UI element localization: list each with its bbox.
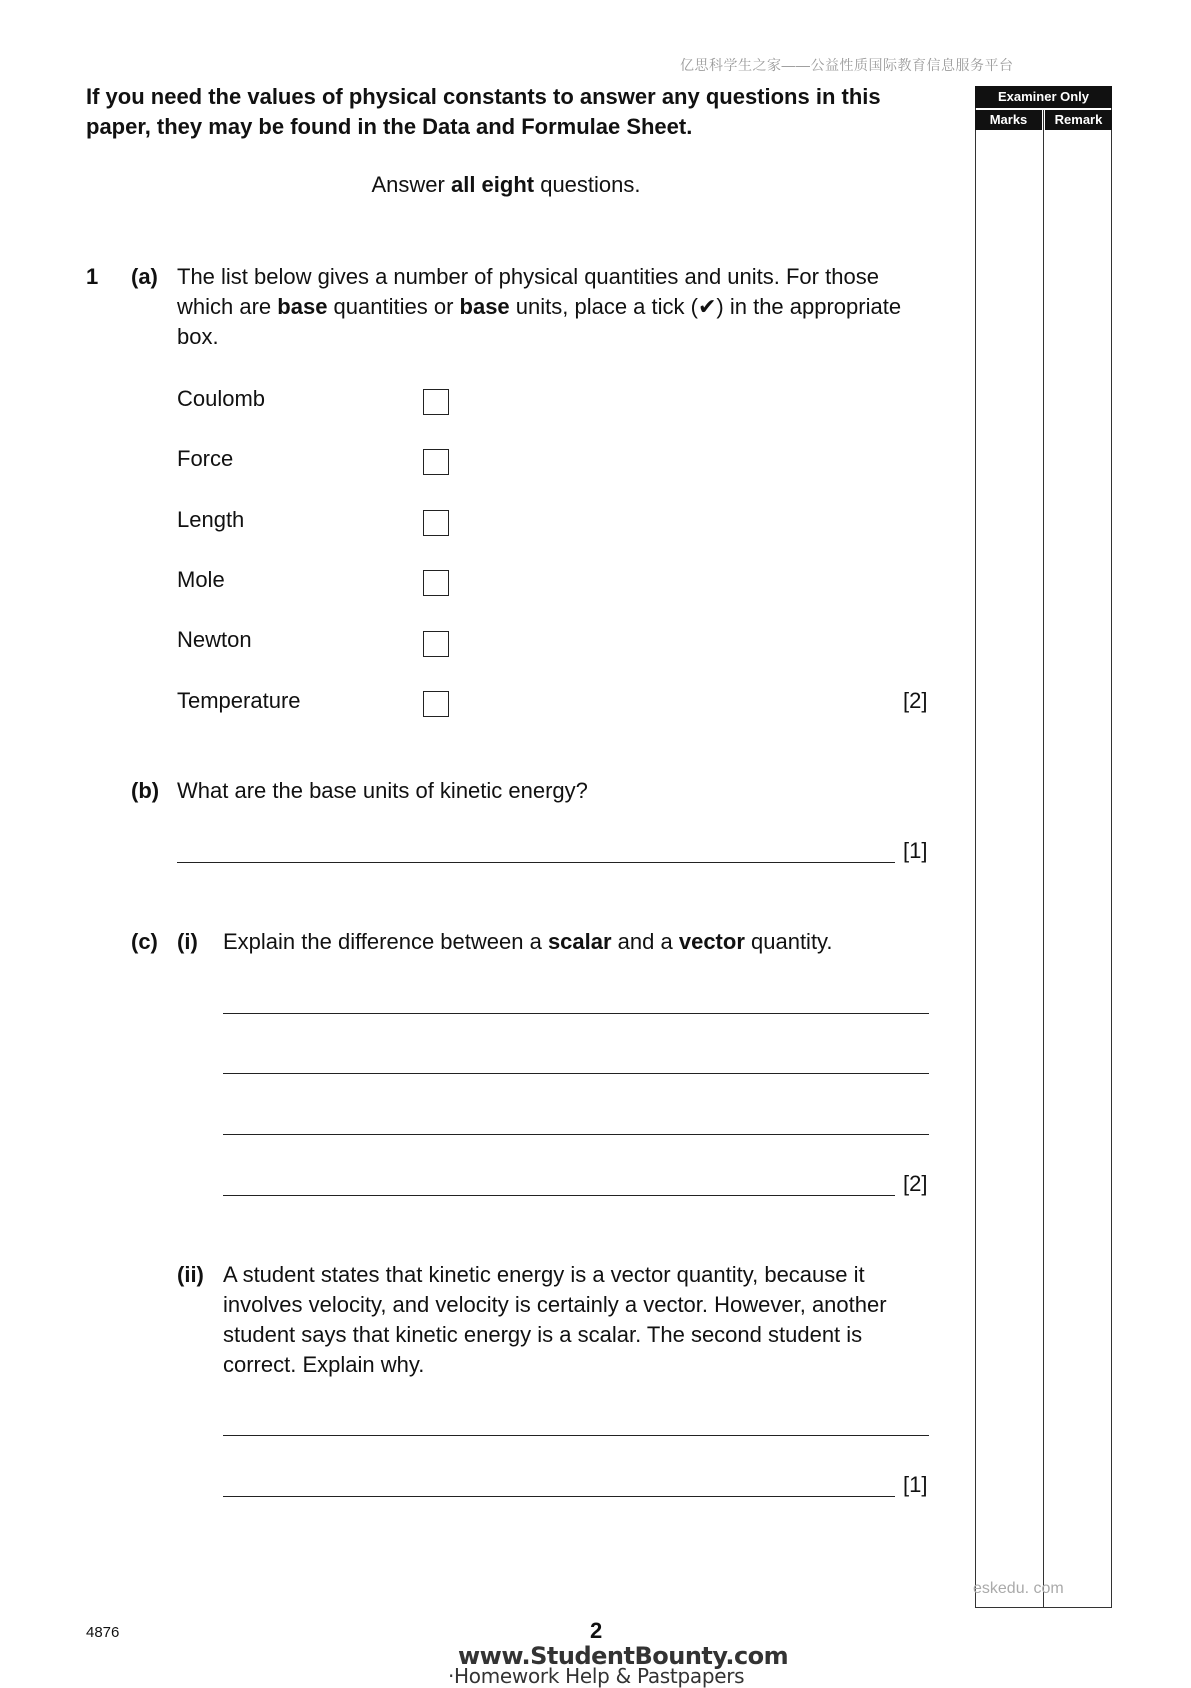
- checkbox-mole[interactable]: [423, 570, 449, 596]
- answer-post: questions.: [534, 172, 641, 197]
- part-a-text-1: The list below gives a number of physical quantities and units. For those which are: [177, 264, 879, 319]
- item-mole: Mole: [177, 567, 225, 592]
- part-a-marks: [2]: [903, 688, 928, 713]
- item-length: Length: [177, 507, 245, 532]
- examiner-remark-header: Remark: [1045, 110, 1112, 130]
- part-c-i-label: (i): [177, 929, 198, 954]
- part-b-marks: [1]: [903, 838, 928, 863]
- part-c-i-answer-line-2[interactable]: [223, 1073, 929, 1074]
- checkbox-coulomb[interactable]: [423, 389, 449, 415]
- part-c-i-bold-1: scalar: [547, 929, 612, 954]
- part-c-i-answer-line-4[interactable]: [223, 1195, 895, 1196]
- part-c-i-answer-line-3[interactable]: [223, 1134, 929, 1135]
- part-c-i-mid: and a: [611, 929, 679, 954]
- answer-bold: all eight: [450, 172, 535, 197]
- page-number: 2: [590, 1618, 603, 1643]
- studentbounty-tagline: ·Homework Help & Pastpapers: [448, 1664, 745, 1688]
- part-c-i-marks: [2]: [903, 1171, 928, 1196]
- part-c-ii-marks: [1]: [903, 1472, 928, 1497]
- examiner-title: Examiner Only: [975, 86, 1112, 108]
- part-c-i-answer-line-1[interactable]: [223, 1013, 929, 1014]
- part-c-ii-label: (ii): [177, 1262, 204, 1287]
- studentbounty-url[interactable]: www.StudentBounty.com: [458, 1642, 789, 1670]
- paper-code: 4876: [86, 1624, 120, 1641]
- item-force: Force: [177, 446, 234, 471]
- part-a-text: [177, 262, 932, 352]
- checkbox-length[interactable]: [423, 510, 449, 536]
- item-coulomb: Coulomb: [177, 386, 266, 411]
- part-c-ii-text: A student states that kinetic energy is a vector quantity, because it involves velocity, and velocity is certainly a vector. However, another student says that kinetic energy is a scalar. The second student is correct. Explain why.: [223, 1262, 887, 1377]
- question-number: 1: [86, 264, 99, 289]
- part-a-bold-2: base: [459, 294, 510, 319]
- examiner-column-divider: [1043, 110, 1044, 1608]
- part-c-i-post: quantity.: [744, 929, 833, 954]
- answer-instruction: [86, 172, 926, 198]
- part-c-i-text: [223, 929, 833, 955]
- answer-pre: Answer: [371, 172, 451, 197]
- part-c-ii-answer-line-1[interactable]: [223, 1435, 929, 1436]
- part-c-i-bold-2: vector: [678, 929, 745, 954]
- header-watermark: 亿思科学生之家——公益性质国际教育信息服务平台: [680, 57, 1014, 73]
- checkbox-force[interactable]: [423, 449, 449, 475]
- eskedu-watermark: eskedu. com: [973, 1580, 1064, 1597]
- part-a-bold-1: base: [277, 294, 328, 319]
- item-temperature: Temperature: [177, 688, 301, 713]
- part-c-label: (c): [131, 929, 158, 954]
- part-a-text-2: quantities or: [327, 294, 460, 319]
- part-a-text-3: units, place a tick (✔) in the appropriate box.: [177, 294, 902, 349]
- part-a-label: (a): [131, 264, 158, 289]
- examiner-marks-header: Marks: [975, 110, 1042, 130]
- checkbox-newton[interactable]: [423, 631, 449, 657]
- part-c-ii-answer-line-2[interactable]: [223, 1496, 895, 1497]
- part-b-answer-line[interactable]: [177, 862, 895, 863]
- checkbox-temperature[interactable]: [423, 691, 449, 717]
- part-c-i-pre: Explain the difference between a: [223, 929, 548, 954]
- item-newton: Newton: [177, 627, 252, 652]
- intro-instruction: If you need the values of physical constants to answer any questions in this paper, they may be found in the Data and Formulae Sheet.: [86, 84, 881, 139]
- part-b-label: (b): [131, 778, 160, 803]
- part-b-text: What are the base units of kinetic energy?: [177, 778, 588, 803]
